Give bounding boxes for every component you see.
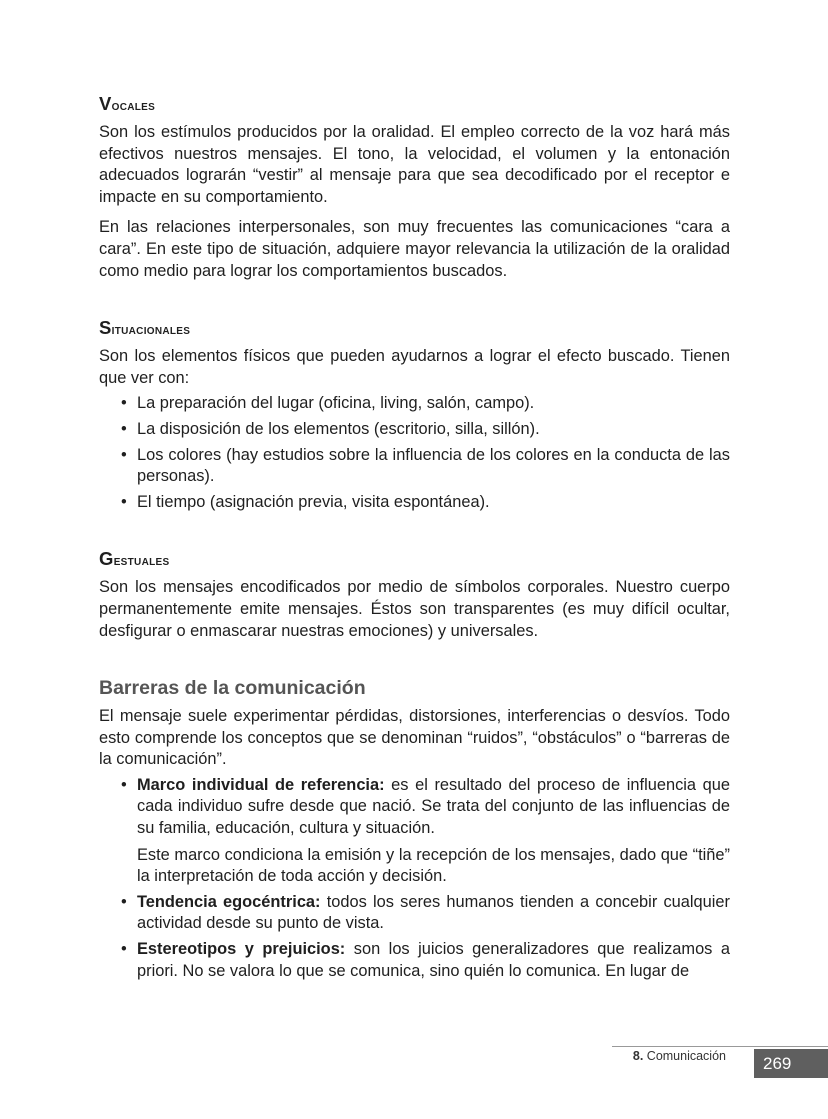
list-item-text: todos los seres humanos tienden a concebir cualquier actividad desde su punto de vista.	[137, 892, 730, 933]
list-item-term: Tendencia egocéntrica:	[137, 892, 321, 911]
heading-rest: ituacionales	[111, 322, 191, 339]
bullet-icon: •	[121, 419, 127, 438]
list-item-term: Estereotipos y prejuicios:	[137, 940, 346, 959]
list-item-text: La preparación del lugar (oficina, living, salón, campo).	[137, 394, 535, 413]
bullet-icon: •	[121, 892, 127, 911]
bullet-icon: •	[121, 775, 127, 794]
bullet-icon: •	[121, 445, 127, 464]
list-item	[99, 419, 730, 441]
section-heading-gestuales	[99, 548, 730, 570]
section-heading-vocales	[99, 93, 730, 115]
bullet-icon: •	[121, 940, 127, 959]
list-item-text: Los colores (hay estudios sobre la influencia de los colores en la conducta de las personas).	[137, 445, 730, 486]
chapter-title: Comunicación	[643, 1049, 726, 1063]
heading-initial: V	[99, 93, 112, 114]
list-item-text: La disposición de los elementos (escritorio, silla, sillón).	[137, 419, 540, 438]
list-item	[99, 492, 730, 514]
footer-rule	[612, 1046, 828, 1047]
list-item	[99, 892, 730, 935]
chapter-number: 8.	[632, 1049, 644, 1063]
section-heading-situacionales	[99, 317, 730, 339]
section-title-barreras: Barreras de la comunicación	[99, 677, 366, 700]
list-item-term: Marco individual de referencia:	[137, 775, 385, 794]
page-number: 269	[754, 1049, 828, 1078]
heading-initial: G	[99, 548, 114, 570]
list-item-text: es el resultado del proceso de influencia que cada individuo sufre desde que nació. Se trata del conjunto de las influencias de su familia, educación, cultura y situación.	[137, 775, 730, 838]
footer-chapter	[633, 1049, 726, 1063]
bullet-list	[99, 775, 730, 982]
heading-initial: S	[99, 317, 112, 339]
heading-rest: ocales	[111, 98, 156, 114]
list-item-text: El tiempo (asignación previa, visita espontánea).	[137, 492, 490, 511]
paragraph: El mensaje suele experimentar pérdidas, distorsiones, interferencias o desvíos. Todo esto comprende los conceptos que se denominan “ruidos”, “obstáculos” o “barreras de la comunicación”.	[99, 707, 730, 769]
list-item	[99, 393, 730, 415]
page-content	[99, 93, 730, 986]
list-item	[99, 445, 730, 488]
paragraph: En las relaciones interpersonales, son muy frecuentes las comunicaciones “cara a cara”. En este tipo de situación, adquiere mayor relevancia la utilización de la oralidad como medio para lograr los comportamientos buscados.	[99, 218, 730, 280]
paragraph: Son los elementos físicos que pueden ayudarnos a lograr el efecto buscado. Tienen que ver con:	[99, 347, 730, 387]
list-item	[99, 939, 730, 982]
list-item-extra: Este marco condiciona la emisión y la recepción de los mensajes, dado que “tiñe” la interpretación de toda acción y decisión.	[137, 845, 730, 886]
bullet-icon: •	[121, 492, 127, 511]
paragraph: Son los mensajes encodificados por medio de símbolos corporales. Nuestro cuerpo permanentemente emite mensajes. Éstos son transparentes (es muy difícil ocultar, desfigurar o enmascarar nuestras emociones) y universales.	[99, 578, 730, 640]
bullet-icon: •	[121, 394, 127, 413]
list-item-text: son los juicios generalizadores que realizamos a priori. No se valora lo que se comunica, sino quién lo comunica. En lugar de	[137, 940, 730, 980]
list-item	[99, 775, 730, 888]
bullet-list	[99, 393, 730, 513]
paragraph: Son los estímulos producidos por la oralidad. El empleo correcto de la voz hará más efectivos nuestros mensajes. El tono, la velocidad, el volumen y la entonación adecuados lograrán “vestir” al mensaje para que sea decodificado por el receptor e impacte en su comportamiento.	[99, 123, 730, 206]
page-footer	[612, 1046, 828, 1078]
heading-rest: estuales	[113, 553, 170, 570]
